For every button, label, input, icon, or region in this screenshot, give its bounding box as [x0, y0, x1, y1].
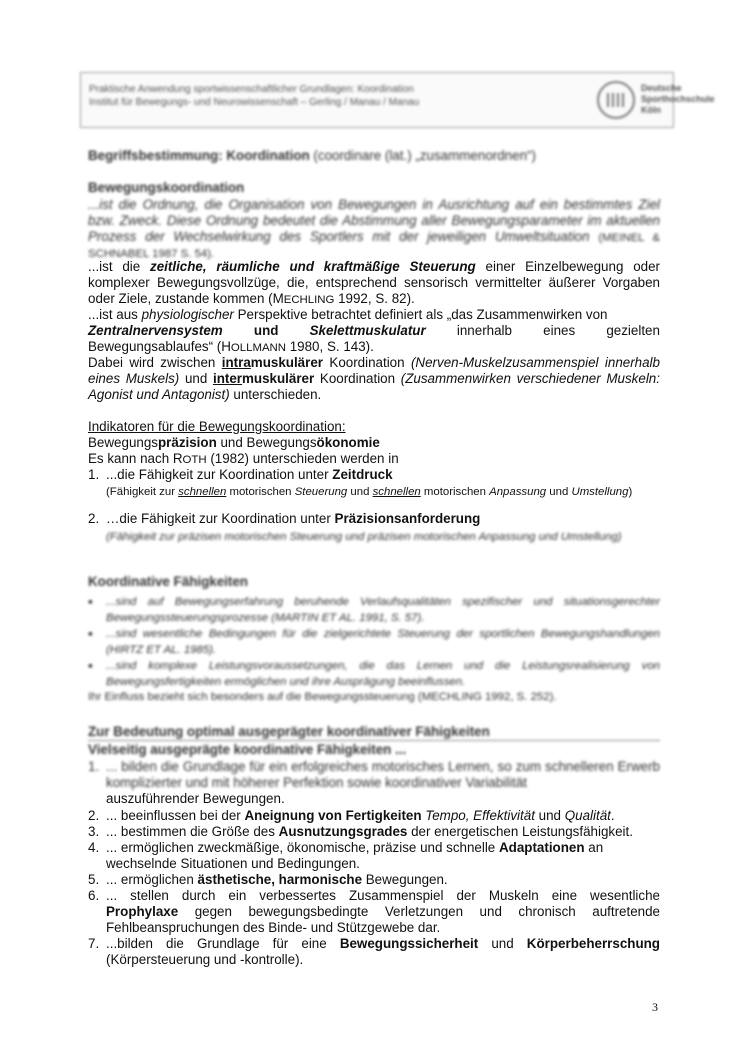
item-text: ...die Fähigkeit zur Koordination unter: [106, 467, 333, 482]
bedeutung-item-1: auszuführender Bewegungen.: [106, 791, 285, 806]
p4-prefix: inter: [212, 371, 242, 386]
item-term: Bewegungssicherheit: [339, 936, 479, 951]
note-italic: Anpassung: [489, 486, 547, 498]
title-sub: (coordinare (lat.) „zusammenordnen“): [313, 148, 536, 163]
definition-paragraph-3-line-3: [88, 339, 660, 355]
item-term: Zeitdruck: [332, 467, 393, 482]
header-line-2: Institut für Bewegungs- und Neurowissenschaft – Gerling / Manau / Manau: [89, 97, 420, 108]
header-line-1: Praktische Anwendung sportwissenschaftlicher Grundlagen: Koordination: [89, 84, 414, 95]
ind-term: präzision: [157, 435, 217, 450]
item-text: Bewegungen.: [362, 872, 448, 887]
item-term: Körperbeherrschung: [526, 936, 660, 951]
bedeutung-item-7: [106, 936, 660, 952]
item-text: ... bestimmen die Größe des: [106, 824, 279, 839]
p3-part: ...ist aus: [88, 307, 142, 322]
bedeutung-item-3: [106, 824, 660, 840]
item-italic: Qualität: [564, 808, 611, 823]
ind-part: Bewegungs: [88, 435, 158, 450]
list-number: 4.: [88, 840, 100, 855]
p4-note: verschiedener Muskeln: Agonist und Antagonist): [88, 371, 660, 402]
p3-term: Zentralnervensystem: [88, 323, 223, 338]
bedeutung-item-2: [106, 808, 660, 824]
list-number: 7.: [88, 936, 100, 951]
item-term: Ausnutzungsgrades: [278, 824, 408, 839]
p4-part: Dabei wird zwischen: [88, 355, 222, 370]
bedeutung-item-6-line-3: Fehlbeanspruchungen des Binde- und Stützgewebe dar.: [106, 920, 441, 935]
indikator-item-1: [106, 467, 660, 483]
ind-author: OTH: [182, 454, 207, 466]
note-part: ): [628, 486, 633, 498]
bedeutung-item-7-line-2: (Körpersteuerung und -kontrolle).: [106, 952, 304, 967]
p3-word: gezielten: [606, 323, 660, 338]
note-italic: Umstellung: [571, 486, 629, 498]
koordinative-bullet-1: ...sind auf Bewegungserfahrung beruhende Verlaufsqualitäten spezifischer und situationsgerechter Bewegungssteuerungsprozesse (MARTIN ET AL. 1991, S. 57).: [106, 596, 660, 624]
list-number: 6.: [88, 888, 100, 903]
definition-paragraph-3: [88, 307, 660, 323]
logo-line-3: Köln: [641, 105, 661, 115]
logo-line-1: Deutsche: [641, 83, 682, 93]
logo-line-2: Sporthochschule: [641, 94, 715, 104]
indikator-item-2: [106, 511, 660, 527]
item-term: Prophylaxe: [106, 904, 179, 919]
note-italic: Steuerung: [294, 486, 348, 498]
p4-prefix: intra: [221, 355, 251, 370]
item-text: ... ermöglichen: [106, 872, 198, 887]
p4-term: muskulärer: [242, 371, 315, 386]
note-emphasis: schnellen: [178, 486, 227, 498]
university-logo-icon: [597, 81, 635, 119]
bedeutung-item-1-blurred: ... bilden die Grundlage für ein erfolgreiches motorisches Lernen, so zum schnelleren Erwerb komplizierter und mit höherer Perfektion sowie koordinativer Variabilität: [106, 759, 660, 790]
bedeutung-item-4: [106, 840, 660, 856]
note-part: und: [546, 486, 569, 498]
p3-part: 1980, S. 143).: [286, 339, 374, 354]
item-term: Aneignung von Fertigkeiten: [244, 808, 422, 823]
p3-part: Bewegungsablaufes“ (H: [88, 339, 231, 354]
p2-author: ECHLING: [283, 294, 335, 306]
definition-paragraph-3-line-2: [88, 323, 660, 339]
ind-part: Es kann nach R: [88, 451, 183, 466]
p2-part: ...ist die: [88, 259, 151, 274]
p3-part: Perspektive betrachtet definiert als „das Zusammenwirken von: [233, 307, 608, 322]
p3-term: und: [253, 323, 279, 338]
item-italic: Tempo, Effektivität: [425, 808, 535, 823]
list-number: 1.: [88, 759, 100, 774]
page-title: [88, 148, 660, 164]
note-part: motorischen: [226, 486, 295, 498]
ind-term: ökonomie: [316, 435, 380, 450]
definition-1-reference: (MEINEL & SCHNABEL 1987 S. 54).: [88, 232, 660, 260]
item-text: gegen bewegungsbedingte Verletzungen und chronisch auftretende: [178, 904, 660, 919]
list-number: 1.: [88, 467, 100, 482]
bullet-icon: ▪: [88, 658, 93, 673]
ind-part: und Bewegungs: [216, 435, 317, 450]
definition-paragraph-4: [88, 355, 660, 403]
p4-note: (Nerven-Muskelzusammenspiel: [410, 355, 599, 370]
p4-note: (Zusammenwirken: [400, 371, 511, 386]
koordinative-bullet-3: ...sind komplexe Leistungsvoraussetzungen, die das Lernen und die Leistungsrealisierung von Bewegungsfertigkeiten ermöglichen und ihre Ausprägung beeinflussen.: [106, 660, 660, 688]
indikator-item-1-note: [106, 484, 660, 500]
koordinative-bullet-2: ...sind wesentliche Bedingungen für die zielgerichtete Steuerung der sportlichen Bewegungshandlungen (HIRTZ ET AL. 1985).: [106, 628, 660, 656]
item-term: ästhetische, harmonische: [197, 872, 363, 887]
list-number: 3.: [88, 824, 100, 839]
item-text: .: [610, 808, 615, 823]
p2-emphasis: zeitliche, räumliche und kraftmäßige Steuerung: [150, 259, 476, 274]
list-number: 2.: [88, 511, 100, 526]
note-emphasis: schnellen: [372, 486, 421, 498]
bedeutung-item-5: [106, 872, 660, 888]
list-number: 5.: [88, 872, 100, 887]
page-number: 3: [652, 1000, 658, 1014]
bedeutung-item-4-line-2: wechselnde Situationen und Bedingungen.: [106, 856, 360, 871]
p4-part: unterschieden.: [229, 387, 322, 402]
p4-part: Koordination: [323, 355, 411, 370]
item-text: an: [584, 840, 604, 855]
item-term: Adaptationen: [498, 840, 585, 855]
p3-emphasis: physiologischer: [141, 307, 234, 322]
definition-1-text: ...ist die Ordnung, die Organisation von Bewegungen in Ausrichtung auf ein bestimmtes Ziel bzw. Zweck. Diese Ordnung bedeutet die Abstimmung aller Bewegungsparameter im aktuellen Prozess der Wechselwirkung des Sportlers mit der jeweiligen Umweltsituation: [88, 197, 660, 244]
indikatoren-line-2: [88, 451, 660, 467]
bedeutung-item-6-line-2: [106, 904, 660, 920]
list-number: 2.: [88, 808, 100, 823]
bedeutung-item-6: ... stellen durch ein verbessertes Zusammenspiel der Muskeln eine wesentliche: [106, 888, 660, 903]
item-text: ...bilden die Grundlage für eine: [106, 936, 340, 951]
koordinative-summary: Ihr Einfluss bezieht sich besonders auf die Bewegungssteuerung (MECHLING 1992, S. 252).: [88, 691, 557, 703]
item-text: der energetischen Leistungsfähigkeit.: [407, 824, 633, 839]
item-text: ... beeinflussen bei der: [106, 808, 245, 823]
section-heading-bedeutung: Zur Bedeutung optimal ausgeprägter koordinativer Fähigkeiten: [88, 724, 490, 739]
p3-word: innerhalb: [456, 323, 512, 338]
item-text: und: [534, 808, 565, 823]
item-term: Präzisionsanforderung: [334, 511, 481, 526]
section-heading-bewegungskoordination: Bewegungskoordination: [88, 180, 245, 195]
bullet-icon: ▪: [88, 626, 93, 641]
section-heading-indikatoren: Indikatoren für die Bewegungskoordination:: [88, 419, 346, 434]
item-text: …die Fähigkeit zur Koordination unter: [106, 511, 335, 526]
p4-term: muskulärer: [250, 355, 323, 370]
title-main: Begriffsbestimmung: Koordination: [88, 148, 310, 163]
p2-part: einer Einzelbewegung oder komplexer Bewegungsvollzüge, die, entsprechend sensorisch vermittelter äußerer Vorgaben oder Ziele, zustande kommen (M: [88, 259, 660, 306]
p3-word: eines: [543, 323, 576, 338]
p4-part: Koordination: [314, 371, 401, 386]
note-part: (Fähigkeit zur: [106, 486, 179, 498]
p2-part: 1992, S. 82).: [334, 291, 415, 306]
note-part: motorischen: [420, 486, 490, 498]
header-text: [89, 83, 419, 109]
definition-paragraph-1: [88, 197, 660, 260]
logo-text: [641, 83, 715, 116]
note-part: und: [347, 486, 373, 498]
indikator-item-2-note: (Fähigkeit zur präzisen motorischen Steuerung und präzisen motorischen Anpassung und Umstellung): [106, 531, 622, 543]
p4-part: und: [179, 371, 213, 386]
p4-note: innerhalb eines Muskels): [88, 355, 660, 386]
p3-term: Skelettmuskulatur: [309, 323, 426, 338]
section-heading-koordinative: Koordinative Fähigkeiten: [88, 574, 248, 589]
page-header: [80, 72, 715, 128]
ind-part: (1982) unterschieden werden in: [206, 451, 399, 466]
p3-author: OLLMANN: [230, 342, 286, 354]
bedeutung-subheading: Vielseitig ausgeprägte koordinative Fähigkeiten ...: [88, 742, 407, 757]
definition-paragraph-2: [88, 259, 660, 307]
item-text: und: [478, 936, 527, 951]
divider: [88, 740, 660, 741]
bullet-icon: ▪: [88, 594, 93, 609]
item-text: ... ermöglichen zweckmäßige, ökonomische, präzise und schnelle: [106, 840, 499, 855]
indikatoren-line-1: [88, 435, 660, 451]
